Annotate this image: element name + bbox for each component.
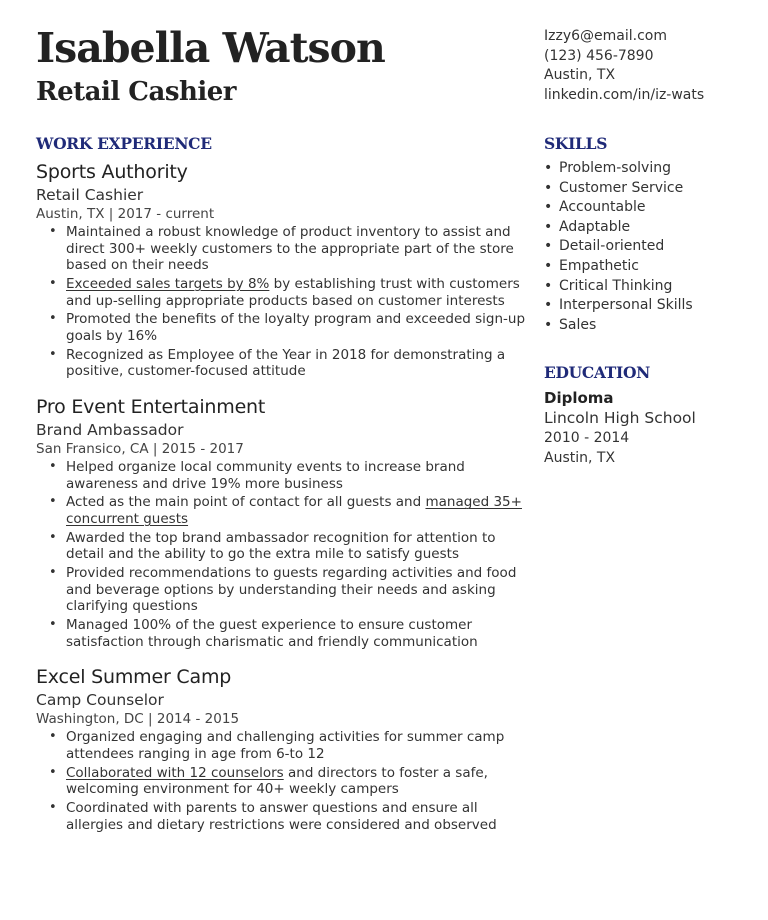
email-link[interactable]: Izzy6@email.com xyxy=(544,28,667,44)
company-name: Excel Summer Camp xyxy=(36,666,232,689)
bullet-text: Promoted the benefits of the loyalty program and exceeded sign-up goals by 16% xyxy=(66,311,526,344)
bullet-item xyxy=(66,276,526,309)
job-meta: San Fransico, CA | 2015 - 2017 xyxy=(36,440,244,457)
role-title: Retail Cashier xyxy=(36,186,144,204)
skill-item: • Accountable xyxy=(559,198,759,218)
location-text: Austin, TX xyxy=(544,67,616,83)
bullet-item xyxy=(66,565,526,615)
job-title: Retail Cashier xyxy=(36,77,237,107)
bullet-item xyxy=(66,494,526,527)
skill-item: • Problem-solving xyxy=(559,159,759,179)
bullet-item xyxy=(66,765,526,798)
role-title: Camp Counselor xyxy=(36,691,164,710)
job-bullets xyxy=(36,459,526,650)
contact-info xyxy=(544,27,704,105)
candidate-name: Isabella Watson xyxy=(36,24,385,72)
company-name: Pro Event Entertainment xyxy=(36,395,266,418)
bullet-text: Helped organize local community events to increase brand awareness and drive 19% more business xyxy=(66,458,465,492)
highlight-link[interactable]: managed 35+ concurrent guests xyxy=(66,494,522,527)
skill-item: • Empathetic xyxy=(559,257,759,277)
bullet-text: Coordinated with parents to answer questions and ensure all allergies and dietary restrictions were considered and observed xyxy=(66,799,497,833)
bullet-text: Provided recommendations to guests regarding activities and food and beverage options by understanding their needs and asking clarifying questions xyxy=(66,565,517,615)
bullet-item xyxy=(66,617,526,650)
bullet-item xyxy=(66,311,526,344)
bullet-text: Awarded the top brand ambassador recognition for attention to detail and the ability to go the extra mile to satisfy guests xyxy=(66,529,496,563)
work-experience-heading: WORK EXPERIENCE xyxy=(36,134,212,153)
bullet-item xyxy=(66,224,526,274)
bullet-text: by establishing trust with customers and up-selling appropriate products based on customer interests xyxy=(66,275,520,309)
bullet-item xyxy=(66,729,526,762)
skill-item: • Critical Thinking xyxy=(559,277,759,297)
skills-heading: SKILLS xyxy=(544,134,608,153)
highlight-link[interactable]: Exceeded sales targets by 8% xyxy=(66,275,270,292)
phone-text: (123) 456-7890 xyxy=(544,47,654,64)
skills-list xyxy=(544,159,759,335)
role-title: Brand Ambassador xyxy=(36,420,184,439)
job-meta: Austin, TX | 2017 - current xyxy=(36,206,215,222)
bullet-text: and directors to foster a safe, welcoming environment for 40+ weekly campers xyxy=(66,764,488,798)
bullet-item xyxy=(66,459,526,492)
skill-item: • Interpersonal Skills xyxy=(559,296,759,316)
skill-item: • Adaptable xyxy=(559,218,759,238)
linkedin-link[interactable]: linkedin.com/in/iz-wats xyxy=(544,86,705,103)
skills-section xyxy=(544,134,759,335)
job-entry xyxy=(36,664,526,833)
bullet-text: Maintained a robust knowledge of product inventory to assist and direct 300+ weekly customers to the appropriate part of the store based on their needs xyxy=(66,224,514,274)
highlight-link[interactable]: Collaborated with 12 counselors xyxy=(66,764,284,781)
bullet-item xyxy=(66,530,526,563)
education-section xyxy=(544,363,759,468)
skill-item: • Sales xyxy=(559,316,759,336)
sidebar-column xyxy=(544,134,759,468)
job-bullets xyxy=(36,224,526,380)
bullet-text: Recognized as Employee of the Year in 2018 for demonstrating a positive, customer-focused attitude xyxy=(66,346,506,380)
company-name: Sports Authority xyxy=(36,161,188,183)
bullet-item xyxy=(66,347,526,380)
education-heading: EDUCATION xyxy=(544,363,651,383)
school-name: Lincoln High School xyxy=(544,409,696,428)
job-bullets xyxy=(36,729,526,833)
bullet-text: Organized engaging and challenging activities for summer camp attendees ranging in age from 6-to 12 xyxy=(66,729,505,762)
education-years: 2010 - 2014 xyxy=(544,430,630,447)
bullet-text: Managed 100% of the guest experience to ensure customer satisfaction through charismatic and friendly communication xyxy=(66,617,478,650)
job-entry xyxy=(36,159,526,380)
bullet-text: Acted as the main point of contact for all guests and xyxy=(66,494,426,511)
job-meta: Washington, DC | 2014 - 2015 xyxy=(36,711,240,728)
bullet-item xyxy=(66,800,526,833)
degree: Diploma xyxy=(544,389,614,408)
skill-item: • Customer Service xyxy=(559,179,759,199)
job-entry xyxy=(36,394,526,650)
work-experience-section xyxy=(36,134,526,847)
skill-item: • Detail-oriented xyxy=(559,237,759,257)
education-location: Austin, TX xyxy=(544,449,616,466)
